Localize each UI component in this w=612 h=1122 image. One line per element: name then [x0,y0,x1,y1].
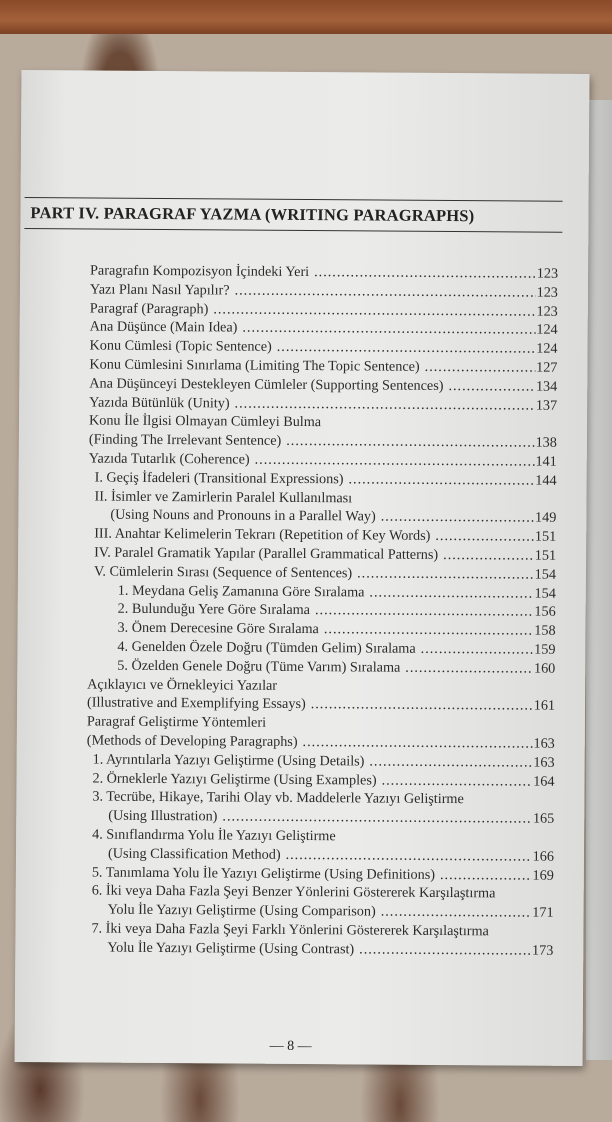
toc-entry-title: 2. Bulunduğu Yere Göre Sıralama [117,601,311,619]
toc-entry-page: 163 [533,754,555,771]
toc-entry-title: 3. Tecrübe, Hikaye, Tarihi Olay vb. Maddelerle Yazıyı Geliştirme [92,788,464,808]
toc-entry-page: 160 [533,660,556,677]
toc-entry-page: 144 [535,472,557,489]
dot-leader [242,319,535,340]
dot-leader [324,620,534,640]
dot-leader [235,394,535,415]
dot-leader [440,865,532,884]
toc-entry-title: (Using Nouns and Pronouns in a Parallel Way) [110,507,376,525]
toc-entry-page: 165 [532,810,555,827]
part-heading: PART IV. PARAGRAF YAZMA (WRITING PARAGRAPHS) [24,197,562,233]
toc-entry-title: 5. Özelden Genele Doğru (Tüme Varım) Sıralama [117,657,401,676]
dot-leader [359,940,531,960]
toc-entry-page: 171 [532,904,554,921]
dot-leader [448,377,535,396]
dot-leader [405,658,533,678]
toc-entry-page: 154 [534,585,556,602]
table-of-contents [85,262,558,961]
dot-leader [286,432,534,453]
toc-entry-page: 138 [535,434,557,451]
dot-leader [348,470,534,490]
dot-leader [303,733,533,753]
toc-entry-title: Yolu İle Yazıyı Geliştirme (Using Comparison) [107,901,376,920]
toc-entry-page: 141 [535,453,557,470]
toc-entry-title: 1. Meydana Geliş Zamanına Göre Sıralama [117,582,365,600]
toc-entry-title: (Using Illustration) [108,807,218,825]
toc-entry-title: 4. Genelden Özele Doğru (Tümden Gelim) Sıralama [117,638,416,657]
toc-entry-title: Paragrafın Kompozisyon İçindeki Yeri [90,262,310,281]
dot-leader [443,546,534,565]
toc-entry-page: 124 [536,340,558,357]
dot-leader [277,338,536,359]
toc-entry-page: 169 [532,867,554,884]
toc-entry-title: 6. İki veya Daha Fazla Şeyi Benzer Yönlerini Göstererek Karşılaştırma [91,882,496,902]
toc-entry-title: Yazıda Tutarlık (Coherence) [88,450,250,468]
dot-leader [222,808,532,829]
toc-entry-title: (Illustrative and Exemplifying Essays) [86,694,306,713]
toc-entry-title: Ana Düşünceyi Destekleyen Cümleler (Supporting Sentences) [89,375,444,394]
dot-leader [381,508,534,528]
toc-entry-title: II. İsimler ve Zamirlerin Paralel Kullanılması [94,488,353,506]
toc-entry-page: 123 [536,303,558,320]
toc-entry-title: I. Geçiş İfadeleri (Transitional Expressions) [94,469,344,488]
dot-leader [369,752,532,772]
toc-entry-title: V. Cümlelerin Sırası (Sequence of Sentences) [93,563,353,582]
dot-leader [235,281,536,302]
toc-entry-page: 134 [535,378,558,395]
toc-entry-title: (Finding The Irrelevant Sentence) [88,431,282,450]
toc-entry-title: Konu Cümlesi (Topic Sentence) [89,337,272,355]
toc-entry-page: 156 [534,603,556,621]
toc-entry-title: (Using Classification Method) [107,845,281,863]
toc-entry-page: 163 [533,735,555,752]
wooden-floor [0,0,612,34]
toc-entry-page: 151 [534,528,557,545]
toc-entry-title: Açıklayıcı ve Örnekleyici Yazılar [87,676,278,694]
dot-leader [255,451,535,472]
toc-entry-title: 5. Tanımlama Yolu İle Yazıyı Geliştirme (Using Definitions) [91,864,436,883]
book-page [15,70,590,1066]
toc-entry-title: Yazı Planı Nasıl Yapılır? [89,281,230,299]
dot-leader [435,527,534,546]
toc-entry-page: 164 [533,773,555,790]
toc-entry-title: 3. Önem Derecesine Göre Sıralama [117,619,319,638]
dot-leader [213,300,535,321]
toc-entry-title: 4. Sınıflandırma Yolu İle Yazıyı Geliştirme [92,826,336,845]
dot-leader [314,263,536,283]
toc-entry-page: 123 [536,284,558,301]
toc-entry-title: Ana Düşünce (Main Idea) [89,318,238,336]
toc-entry-page: 158 [534,622,556,639]
toc-entry-page: 127 [536,359,558,376]
toc-entry-title: (Methods of Developing Paragraphs) [86,732,298,750]
toc-entry-page: 149 [535,509,557,527]
toc-entry-page: 123 [536,265,559,282]
toc-entry-title: 7. İki veya Daha Fazla Şeyi Farklı Yönlerini Göstererek Karşılaştırma [91,920,489,940]
toc-entry-title: IV. Paralel Gramatik Yapılar (Parallel Grammatical Patterns) [94,544,439,563]
toc-entry-title: Konu İle İlgisi Olmayan Cümleyi Bulma [88,412,322,431]
toc-entry-title: Yolu İle Yazıyı Geliştirme (Using Contrast) [107,939,355,958]
next-page-edge [586,100,612,1060]
toc-entry-title: Yazıda Bütünlük (Unity) [89,394,230,412]
toc-entry-title: 1. Ayrıntılarla Yazıyı Geliştirme (Using Details) [92,751,365,770]
toc-entry-page: 161 [533,697,556,715]
dot-leader [315,601,534,621]
dot-leader [311,695,533,715]
toc-entry-page: 166 [532,848,555,865]
dot-leader [421,640,534,660]
toc-entry-page: 137 [535,397,558,414]
toc-entry-title: III. Anahtar Kelimelerin Tekrarı (Repetition of Key Words) [94,525,431,545]
dot-leader [369,583,533,603]
dot-leader [425,358,536,378]
toc-entry-title: 2. Örneklerle Yazıyı Geliştirme (Using Examples) [92,770,377,789]
toc-entry-title: Konu Cümlesini Sınırlama (Limiting The Topic Sentence) [89,356,420,375]
toc-entry [85,938,553,960]
dot-leader [381,903,532,923]
dot-leader [357,564,534,584]
page-number: — 8 — [269,1038,312,1055]
toc-entry-page: 151 [534,547,557,564]
toc-entry-title: Paragraf Geliştirme Yöntemleri [86,713,267,731]
toc-entry-page: 154 [534,566,557,583]
dot-leader [382,771,533,791]
toc-entry-page: 173 [531,942,554,959]
toc-entry-page: 159 [534,641,556,658]
toc-entry-title: Paragraf (Paragraph) [89,300,209,317]
toc-entry-page: 124 [536,322,558,339]
dot-leader [286,846,532,867]
